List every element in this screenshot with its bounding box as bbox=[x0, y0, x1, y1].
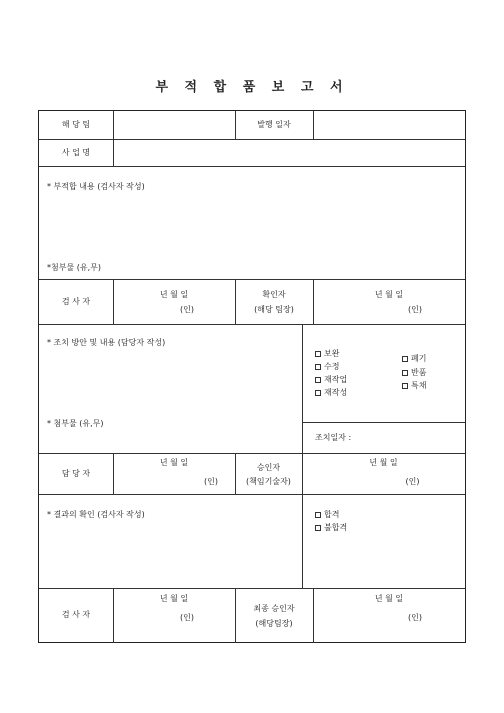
action-content-label: * 조치 방안 및 내용 (담당자 작성) bbox=[47, 338, 166, 347]
col-divider bbox=[235, 279, 236, 324]
approver-seal: (인) bbox=[405, 477, 420, 486]
final-approver-sub: (해당팀장) bbox=[255, 619, 293, 628]
col-divider bbox=[313, 279, 314, 324]
checkbox-icon[interactable] bbox=[315, 377, 321, 383]
row-divider bbox=[39, 453, 465, 454]
approver-label: 승인자 bbox=[256, 463, 281, 472]
checkbox-icon[interactable] bbox=[315, 525, 321, 531]
col-divider bbox=[302, 324, 303, 453]
checkbox-icon[interactable] bbox=[402, 370, 408, 376]
final-inspector-date: 년 월 일 bbox=[159, 594, 189, 603]
final-approver-seal: (인) bbox=[408, 613, 422, 622]
col-divider bbox=[113, 279, 114, 324]
row-divider bbox=[39, 588, 465, 589]
confirmer-date: 년 월 일 bbox=[374, 290, 404, 299]
action-option-left-3[interactable]: 재작업 bbox=[315, 375, 347, 385]
issue-date-value[interactable] bbox=[314, 112, 464, 138]
business-name-value[interactable] bbox=[114, 140, 464, 166]
business-name-label: 사 업 명 bbox=[61, 148, 91, 157]
checkbox-icon[interactable] bbox=[315, 512, 321, 518]
approver-sub: (책임기술자) bbox=[246, 477, 291, 486]
checkbox-icon[interactable] bbox=[315, 390, 321, 396]
row-divider bbox=[39, 324, 465, 325]
action-option-right-1[interactable]: 폐기 bbox=[402, 354, 426, 364]
manager-date: 년 월 일 bbox=[159, 458, 189, 467]
nonconformity-report-form bbox=[38, 110, 466, 643]
action-option-left-1[interactable]: 보완 bbox=[315, 349, 339, 359]
nonconformity-content-label: * 부적합 내용 (검사자 작성) bbox=[47, 182, 145, 191]
final-approver-label: 최종 승인자 bbox=[253, 604, 295, 613]
issue-date-label: 발행 일자 bbox=[257, 120, 291, 129]
checkbox-icon[interactable] bbox=[402, 383, 408, 389]
col-divider bbox=[302, 494, 303, 588]
row-divider bbox=[39, 166, 465, 167]
result-option-pass[interactable]: 합격 bbox=[315, 510, 339, 520]
action-date-label: 조치일자 : bbox=[315, 433, 352, 442]
page-title: 부 적 합 품 보 고 서 bbox=[155, 80, 349, 95]
final-inspector-label: 검 사 자 bbox=[61, 610, 91, 619]
row-divider bbox=[39, 494, 465, 495]
action-option-left-2[interactable]: 수정 bbox=[315, 362, 339, 372]
final-inspector-seal: (인) bbox=[180, 613, 194, 622]
col-divider bbox=[235, 453, 236, 494]
action-option-right-2[interactable]: 반품 bbox=[402, 368, 426, 378]
row-divider bbox=[39, 279, 465, 280]
manager-role-label: 담 당 자 bbox=[61, 469, 91, 478]
result-option-fail[interactable]: 불합격 bbox=[315, 523, 347, 533]
confirmer-sub: (해당 팀장) bbox=[254, 305, 294, 314]
approver-date: 년 월 일 bbox=[369, 458, 398, 467]
checkbox-icon[interactable] bbox=[315, 364, 321, 370]
inspector-role-label: 검 사 자 bbox=[61, 297, 91, 306]
action-option-left-4[interactable]: 재작성 bbox=[315, 388, 347, 398]
manager-seal: (인) bbox=[204, 477, 218, 486]
nonconformity-attachment-label: *첨부물 (유,무) bbox=[47, 263, 101, 272]
team-value[interactable] bbox=[114, 112, 234, 138]
row-divider bbox=[302, 422, 465, 423]
confirmer-label: 확인자 bbox=[262, 290, 286, 299]
inspector-seal: (인) bbox=[180, 305, 194, 314]
action-option-right-3[interactable]: 특채 bbox=[402, 381, 426, 391]
action-attachment-label: * 첨부물 (유,무) bbox=[47, 419, 104, 428]
checkbox-icon[interactable] bbox=[402, 356, 408, 362]
final-approver-date: 년 월 일 bbox=[374, 594, 404, 603]
result-content-label: * 결과의 확인 (검사자 작성) bbox=[47, 510, 145, 519]
confirmer-seal: (인) bbox=[408, 305, 422, 314]
inspector-date: 년 월 일 bbox=[159, 290, 189, 299]
team-label: 해 당 팀 bbox=[61, 120, 91, 129]
checkbox-icon[interactable] bbox=[315, 351, 321, 357]
